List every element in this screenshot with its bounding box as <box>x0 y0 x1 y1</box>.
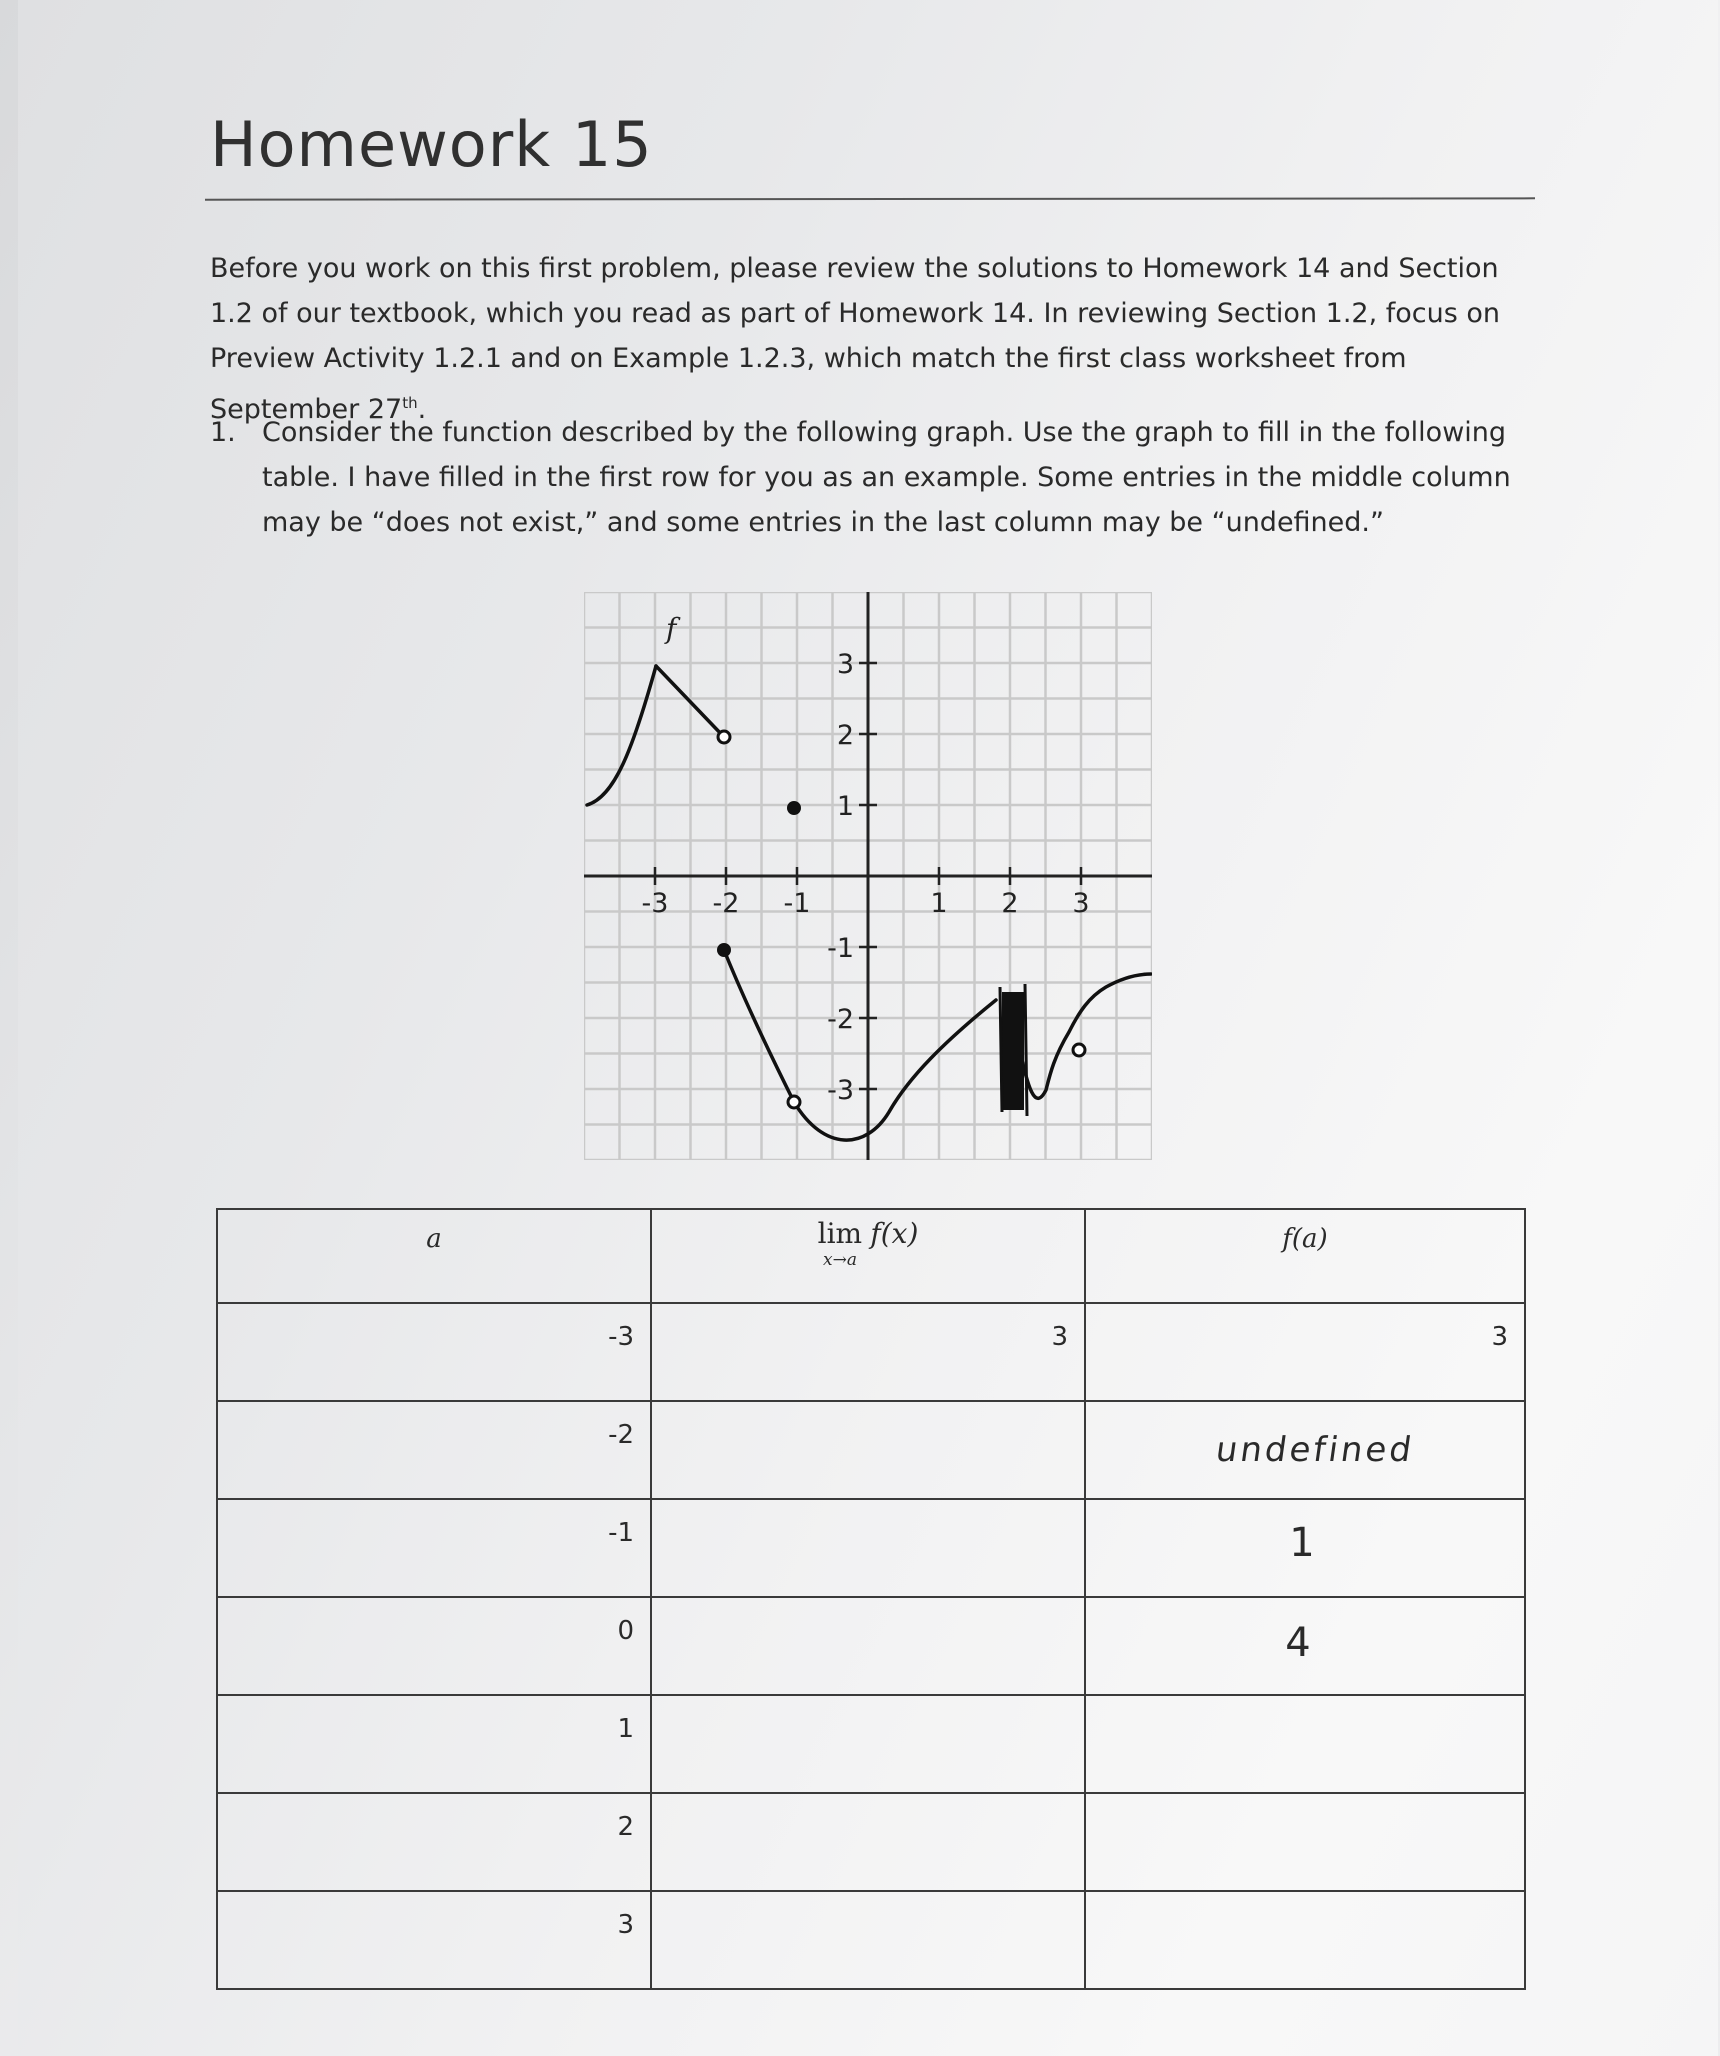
header-lim-subscript: x→a <box>823 1250 857 1270</box>
x-tick-label: 1 <box>930 888 948 919</box>
x-tick-label: 2 <box>1001 888 1019 919</box>
header-limit <box>651 1209 1085 1303</box>
x-tick-label: -1 <box>783 888 811 919</box>
open-point <box>1073 1044 1085 1056</box>
x-tick-label: -2 <box>712 888 740 919</box>
x-tick-label: -3 <box>641 888 669 919</box>
header-lim-word: lim <box>817 1217 863 1250</box>
cell-a: -2 <box>217 1401 651 1499</box>
limit-table <box>216 1208 1526 1990</box>
intro-end: . <box>417 394 427 425</box>
header-lim-fx: f(x) <box>870 1217 919 1250</box>
cell-limit[interactable] <box>651 1695 1085 1793</box>
table-row <box>217 1695 1525 1793</box>
cell-fa[interactable] <box>1085 1695 1525 1793</box>
filled-point <box>717 943 731 957</box>
filled-point <box>787 801 801 815</box>
intro-superscript: th <box>402 394 418 412</box>
title-underline <box>205 197 1535 200</box>
cell-fa-handwritten[interactable] <box>1085 1499 1525 1597</box>
cell-limit[interactable] <box>651 1597 1085 1695</box>
cell-fa-handwritten[interactable] <box>1085 1597 1525 1695</box>
y-tick-label: 2 <box>836 720 854 751</box>
cell-a: -3 <box>217 1303 651 1401</box>
oscillation-band <box>1000 984 1027 1116</box>
cell-fa[interactable] <box>1085 1793 1525 1891</box>
cell-limit[interactable] <box>651 1499 1085 1597</box>
cell-limit[interactable] <box>651 1401 1085 1499</box>
function-label: f <box>666 612 677 645</box>
table-header-row <box>217 1209 1525 1303</box>
table-row <box>217 1597 1525 1695</box>
curve-lower-segment <box>724 950 996 1140</box>
x-tick-label: 3 <box>1072 888 1090 919</box>
function-graph-svg <box>584 592 1152 1160</box>
page-title: Homework 15 <box>210 108 653 181</box>
y-tick-label: -3 <box>827 1075 854 1106</box>
y-tick-label: 3 <box>836 649 854 680</box>
problem-number: 1. <box>210 417 236 448</box>
open-point <box>788 1096 800 1108</box>
handwritten-answer: undefined <box>1213 1430 1417 1470</box>
header-a: a <box>217 1209 651 1303</box>
cell-fa[interactable]: 3 <box>1085 1303 1525 1401</box>
problem-text: Consider the function described by the following graph. Use the graph to fill in the following table. I have filled in the first row for you as an example. Some entries in the middle column may be “does not exist,” and some entries in the last column may be “undefined.” <box>262 417 1511 538</box>
cell-a: 3 <box>217 1891 651 1989</box>
table-row <box>217 1793 1525 1891</box>
handwritten-answer: 4 <box>1285 1620 1311 1666</box>
open-point <box>718 731 730 743</box>
table-row <box>217 1499 1525 1597</box>
y-tick-label: -2 <box>827 1004 854 1035</box>
y-tick-label: 1 <box>836 791 854 822</box>
curve-left-segment <box>587 666 656 805</box>
intro-paragraph <box>210 246 1530 432</box>
cell-fa[interactable] <box>1085 1891 1525 1989</box>
y-tick-label: -1 <box>827 933 854 964</box>
cell-limit[interactable] <box>651 1793 1085 1891</box>
table-row <box>217 1401 1525 1499</box>
cell-limit[interactable] <box>651 1891 1085 1989</box>
paper-page <box>18 0 1718 2056</box>
handwritten-answer: 1 <box>1289 1520 1315 1566</box>
table-row <box>217 1303 1525 1401</box>
cell-a: 0 <box>217 1597 651 1695</box>
function-graph <box>584 592 1152 1160</box>
cell-a: 1 <box>217 1695 651 1793</box>
cell-a: 2 <box>217 1793 651 1891</box>
intro-text: Before you work on this first problem, please review the solutions to Homework 14 and Section 1.2 of our textbook, which you read as part of Homework 14. In reviewing Section 1.2, focus on Preview Activity 1.2.1 and on Example 1.2.3, which match the first class worksheet from September 27 <box>210 253 1501 425</box>
cell-fa-handwritten[interactable] <box>1085 1401 1525 1499</box>
cell-a: -1 <box>217 1499 651 1597</box>
table-row <box>217 1891 1525 1989</box>
curve-right-segment <box>1014 974 1151 1098</box>
cell-limit[interactable]: 3 <box>651 1303 1085 1401</box>
header-fa: f(a) <box>1085 1209 1525 1303</box>
